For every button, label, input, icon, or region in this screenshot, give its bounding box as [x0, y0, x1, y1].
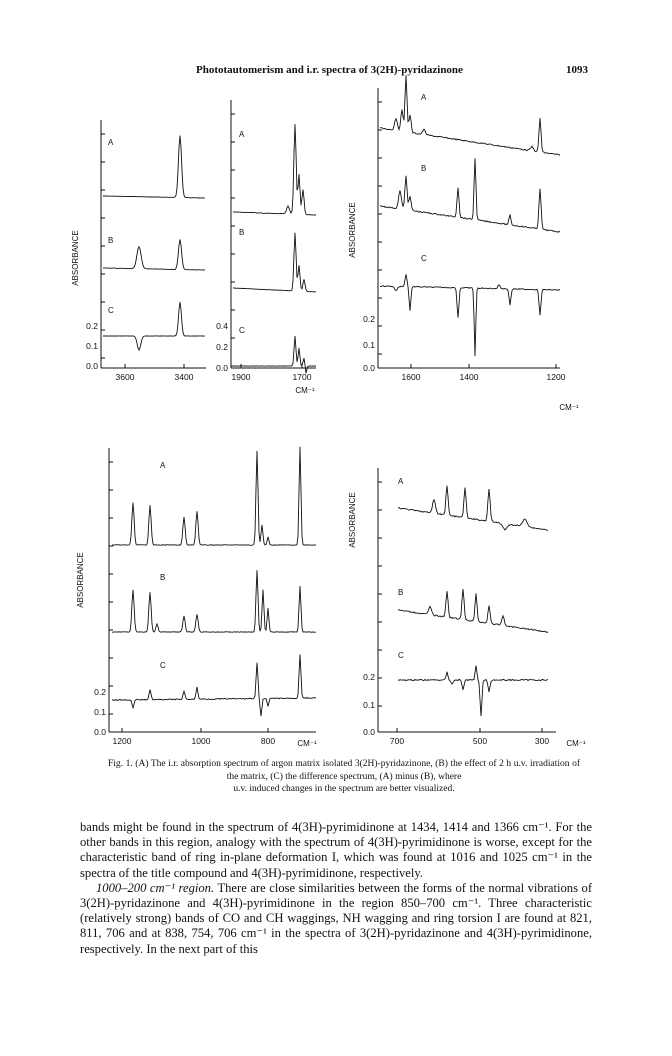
trace-label-b: B: [398, 588, 404, 597]
x-tick-label: 1700: [292, 372, 312, 382]
panel-700-300: [348, 468, 586, 748]
y-tick-label: 0.0: [363, 727, 375, 737]
x-tick-label: 1000: [191, 736, 211, 746]
y-tick-label: 0.1: [94, 707, 106, 717]
paragraph-2-text: There are close similarities between the forms of the normal vibrations of 3(2H)-pyridazinone and 4(3H)-pyrimidinone in the region 850–700 cm⁻¹. Three characteristic (relatively strong) bands of CO and CH waggings, NH wagging and ring torsion I are found at 821, 811, 706 and at 838, 754, 706 cm⁻¹ in the spectra of 3(2H)-pyridazinone and 4(3H)-pyrimidinone, respectively. In the next part of this: [80, 880, 593, 956]
x-tick-label: 700: [389, 736, 405, 746]
y-tick-label: 0.1: [363, 340, 375, 350]
panel-1600-1200: [348, 75, 579, 412]
running-header-title: Phototautomerism and i.r. spectra of 3(2H)-pyridazinone: [196, 64, 463, 76]
x-tick-label: 800: [260, 736, 276, 746]
trace-label-c: C: [239, 326, 245, 335]
x-tick-label: 1200: [112, 736, 132, 746]
trace-a: [398, 486, 548, 531]
y-ticks: [378, 102, 382, 354]
y-axis-label: ABSORBANCE: [348, 492, 357, 548]
panel-1900-1700: [216, 100, 316, 395]
x-tick-label: 1600: [401, 372, 421, 382]
trace-c: [103, 302, 205, 350]
y-tick-label: 0.0: [363, 363, 375, 373]
x-tick-label: 1200: [546, 372, 566, 382]
x-axis-label: CM⁻¹: [295, 386, 315, 395]
trace-c: [112, 654, 316, 716]
trace-c: [380, 274, 560, 356]
y-ticks: [109, 462, 113, 714]
trace-b: [398, 589, 548, 633]
trace-b: [380, 158, 560, 232]
trace-label-a: A: [398, 477, 404, 486]
trace-a: [112, 447, 316, 546]
trace-label-c: C: [398, 651, 404, 660]
trace-label-a: A: [421, 93, 427, 102]
trace-b: [103, 240, 205, 271]
y-tick-label: 0.1: [363, 700, 375, 710]
x-tick-label: 300: [534, 736, 550, 746]
trace-a: [233, 124, 316, 215]
trace-a: [103, 136, 205, 199]
y-axis-label: ABSORBANCE: [76, 552, 85, 608]
y-tick-label: 0.0: [86, 361, 98, 371]
x-axis-label: CM⁻¹: [559, 403, 579, 412]
page-number: 1093: [566, 64, 588, 76]
y-ticks: [101, 134, 105, 358]
x-ticks: [397, 728, 542, 732]
trace-label-a: A: [239, 130, 245, 139]
trace-b: [112, 570, 316, 632]
trace-c: [398, 666, 548, 717]
trace-label-c: C: [421, 254, 427, 263]
panel-3600-3400: [71, 120, 206, 382]
trace-label-b: B: [108, 236, 114, 245]
x-tick-label: 1900: [231, 372, 251, 382]
section-heading: 1000–200 cm⁻¹ region.: [96, 880, 215, 895]
x-tick-label: 3400: [174, 372, 194, 382]
y-axis-label: ABSORBANCE: [71, 230, 80, 286]
y-tick-label: 0.2: [363, 672, 375, 682]
figure-caption: [108, 758, 580, 796]
trace-a: [380, 75, 560, 155]
y-tick-label: 0.4: [216, 321, 228, 331]
body-text: [80, 820, 592, 957]
x-ticks: [122, 728, 268, 732]
paragraph-1: bands might be found in the spectrum of 4(3H)-pyrimidinone at 1434, 1414 and 1366 cm⁻¹. For the other bands in this region, analogy with the spectrum of 4(3H)-pyrimidinone is worse, except for the characteristic band of ring in-plane deformation I, which was found at 1016 and 1025 cm⁻¹ in the spectra of the title compound and 4(3H)-pyrimidinone, respectively.: [80, 820, 592, 880]
x-tick-label: 500: [472, 736, 488, 746]
y-axis-label: ABSORBANCE: [348, 202, 357, 258]
y-tick-label: 0.0: [216, 363, 228, 373]
trace-label-a: A: [108, 138, 114, 147]
paragraph-2: [80, 881, 592, 957]
caption-tail: u.v. induced changes in the spectrum are better visualized.: [233, 784, 455, 794]
trace-b: [233, 233, 316, 292]
spectra-panels: [71, 75, 586, 748]
trace-label-b: B: [160, 573, 166, 582]
trace-label-b: B: [421, 164, 427, 173]
x-tick-label: 3600: [115, 372, 135, 382]
y-ticks: [378, 482, 382, 706]
y-tick-label: 0.2: [216, 342, 228, 352]
trace-label-c: C: [108, 306, 114, 315]
trace-label-c: C: [160, 661, 166, 670]
y-ticks: [231, 114, 235, 366]
panel-1200-800: [76, 447, 317, 748]
trace-label-b: B: [239, 228, 245, 237]
y-tick-label: 0.2: [94, 687, 106, 697]
y-tick-label: 0.0: [94, 727, 106, 737]
x-ticks: [125, 364, 184, 368]
y-tick-label: 0.2: [363, 314, 375, 324]
trace-label-a: A: [160, 461, 166, 470]
x-tick-label: 1400: [459, 372, 479, 382]
y-tick-label: 0.2: [86, 321, 98, 331]
x-axis-label: CM⁻¹: [566, 739, 586, 748]
caption-lead: Fig. 1. (A) The i.r. absorption spectrum of argon matrix isolated 3(2H)-pyridazinone, (B) the effect of 2 h u.v. irradiation of the matrix, (C) the difference spectrum, (A) minus (B), where: [108, 759, 580, 782]
x-ticks: [411, 364, 556, 368]
x-axis-label: CM⁻¹: [297, 739, 317, 748]
y-tick-label: 0.1: [86, 341, 98, 351]
